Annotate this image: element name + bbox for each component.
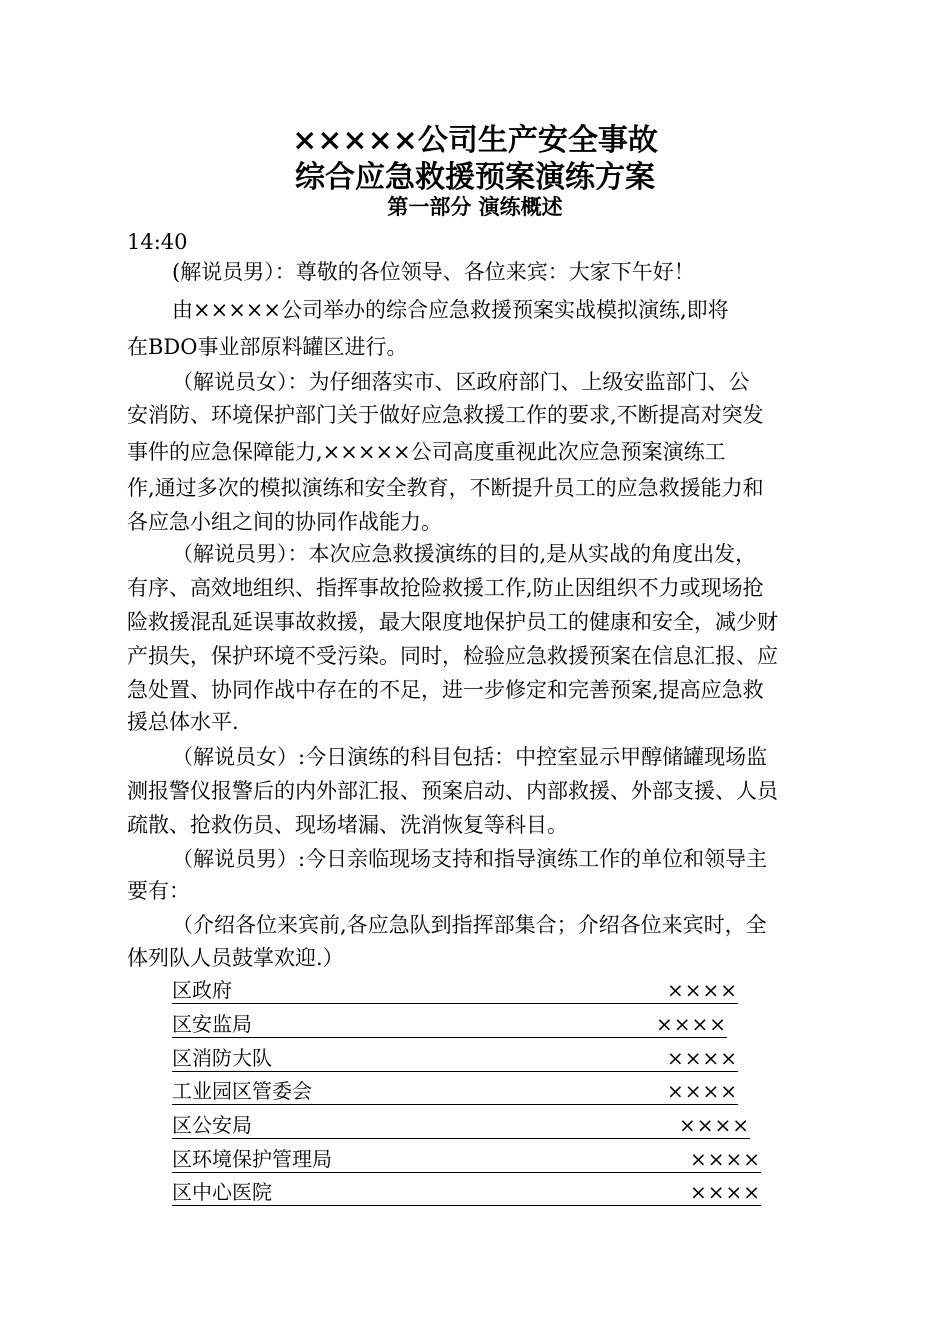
paragraph-line: 测报警仪报警后的内外部汇报、预案启动、内部救援、外部支援、人员: [127, 779, 778, 803]
time-stamp: 14:40: [127, 230, 188, 254]
official-row: [172, 1146, 761, 1173]
official-unit: 区消防大队: [172, 1046, 272, 1070]
official-person: ××××: [689, 1147, 761, 1171]
paragraph-line: (解说员男）：尊敬的各位领导、各位来宾：大家下午好！: [172, 260, 695, 284]
section-heading: 第一部分 演练概述: [387, 194, 563, 219]
official-unit: 工业园区管委会: [172, 1079, 312, 1103]
official-row: [172, 1179, 761, 1206]
paragraph-line: 事件的应急保障能力,×××××公司高度重视此次应急预案演练工: [127, 440, 726, 464]
paragraph-line: 安消防、环境保护部门关于做好应急救援工作的要求,不断提高对突发: [127, 403, 764, 427]
official-unit: 区环境保护管理局: [172, 1147, 332, 1171]
official-row: [172, 1011, 727, 1038]
paragraph-line: 作,通过多次的模拟演练和安全教育，不断提升员工的应急救援能力和: [127, 476, 764, 500]
official-person: ××××: [655, 1012, 727, 1036]
official-person: ××××: [666, 1046, 738, 1070]
document-title-line-2: 综合应急救援预案演练方案: [295, 160, 655, 195]
paragraph-line: 要有：: [127, 879, 190, 903]
official-row: [172, 977, 738, 1004]
official-row: [172, 1078, 738, 1105]
official-person: ××××: [689, 1180, 761, 1204]
paragraph-line: 援总体水平.: [127, 710, 239, 734]
official-row: [172, 1045, 738, 1072]
paragraph-line: 在BDO事业部原料罐区进行。: [127, 335, 408, 359]
paragraph-line: （解说员女）:今日演练的科目包括：中控室显示甲醇储罐现场监: [172, 745, 768, 769]
paragraph-line: （解说员男）:今日亲临现场支持和指导演练工作的单位和领导主: [172, 847, 768, 871]
official-unit: 区中心医院: [172, 1180, 272, 1204]
paragraph-line: 险救援混乱延误事故救援，最大限度地保护员工的健康和安全，减少财: [127, 610, 778, 634]
paragraph-line: （解说员男）：本次应急救援演练的目的,是从实战的角度出发，: [172, 542, 757, 566]
official-row: [172, 1112, 750, 1139]
paragraph-line: 疏散、抢救伤员、现场堵漏、洗消恢复等科目。: [127, 813, 568, 837]
official-unit: 区安监局: [172, 1012, 252, 1036]
paragraph-line: （介绍各位来宾前,各应急队到指挥部集合；介绍各位来宾时，全: [172, 913, 767, 937]
paragraph-line: 各应急小组之间的协同作战能力。: [127, 510, 442, 534]
paragraph-line: 有序、高效地组织、指挥事故抢险救援工作,防止因组织不力或现场抢: [127, 576, 764, 600]
paragraph-line: 急处置、协同作战中存在的不足，进一步修定和完善预案,提高应急救: [127, 678, 764, 702]
official-person: ××××: [678, 1113, 750, 1137]
document-title-line-1: ×××××公司生产安全事故: [292, 123, 658, 158]
official-unit: 区政府: [172, 978, 232, 1002]
official-person: ××××: [666, 1079, 738, 1103]
paragraph-line: 体列队人员鼓掌欢迎.）: [127, 946, 344, 970]
official-person: ××××: [666, 978, 738, 1002]
paragraph-line: 产损失，保护环境不受污染。同时，检验应急救援预案在信息汇报、应: [127, 644, 778, 668]
paragraph-line: （解说员女）：为仔细落实市、区政府部门、上级安监部门、公: [172, 370, 750, 394]
official-unit: 区公安局: [172, 1113, 252, 1137]
paragraph-line: 由×××××公司举办的综合应急救援预案实战模拟演练,即将: [172, 298, 729, 322]
